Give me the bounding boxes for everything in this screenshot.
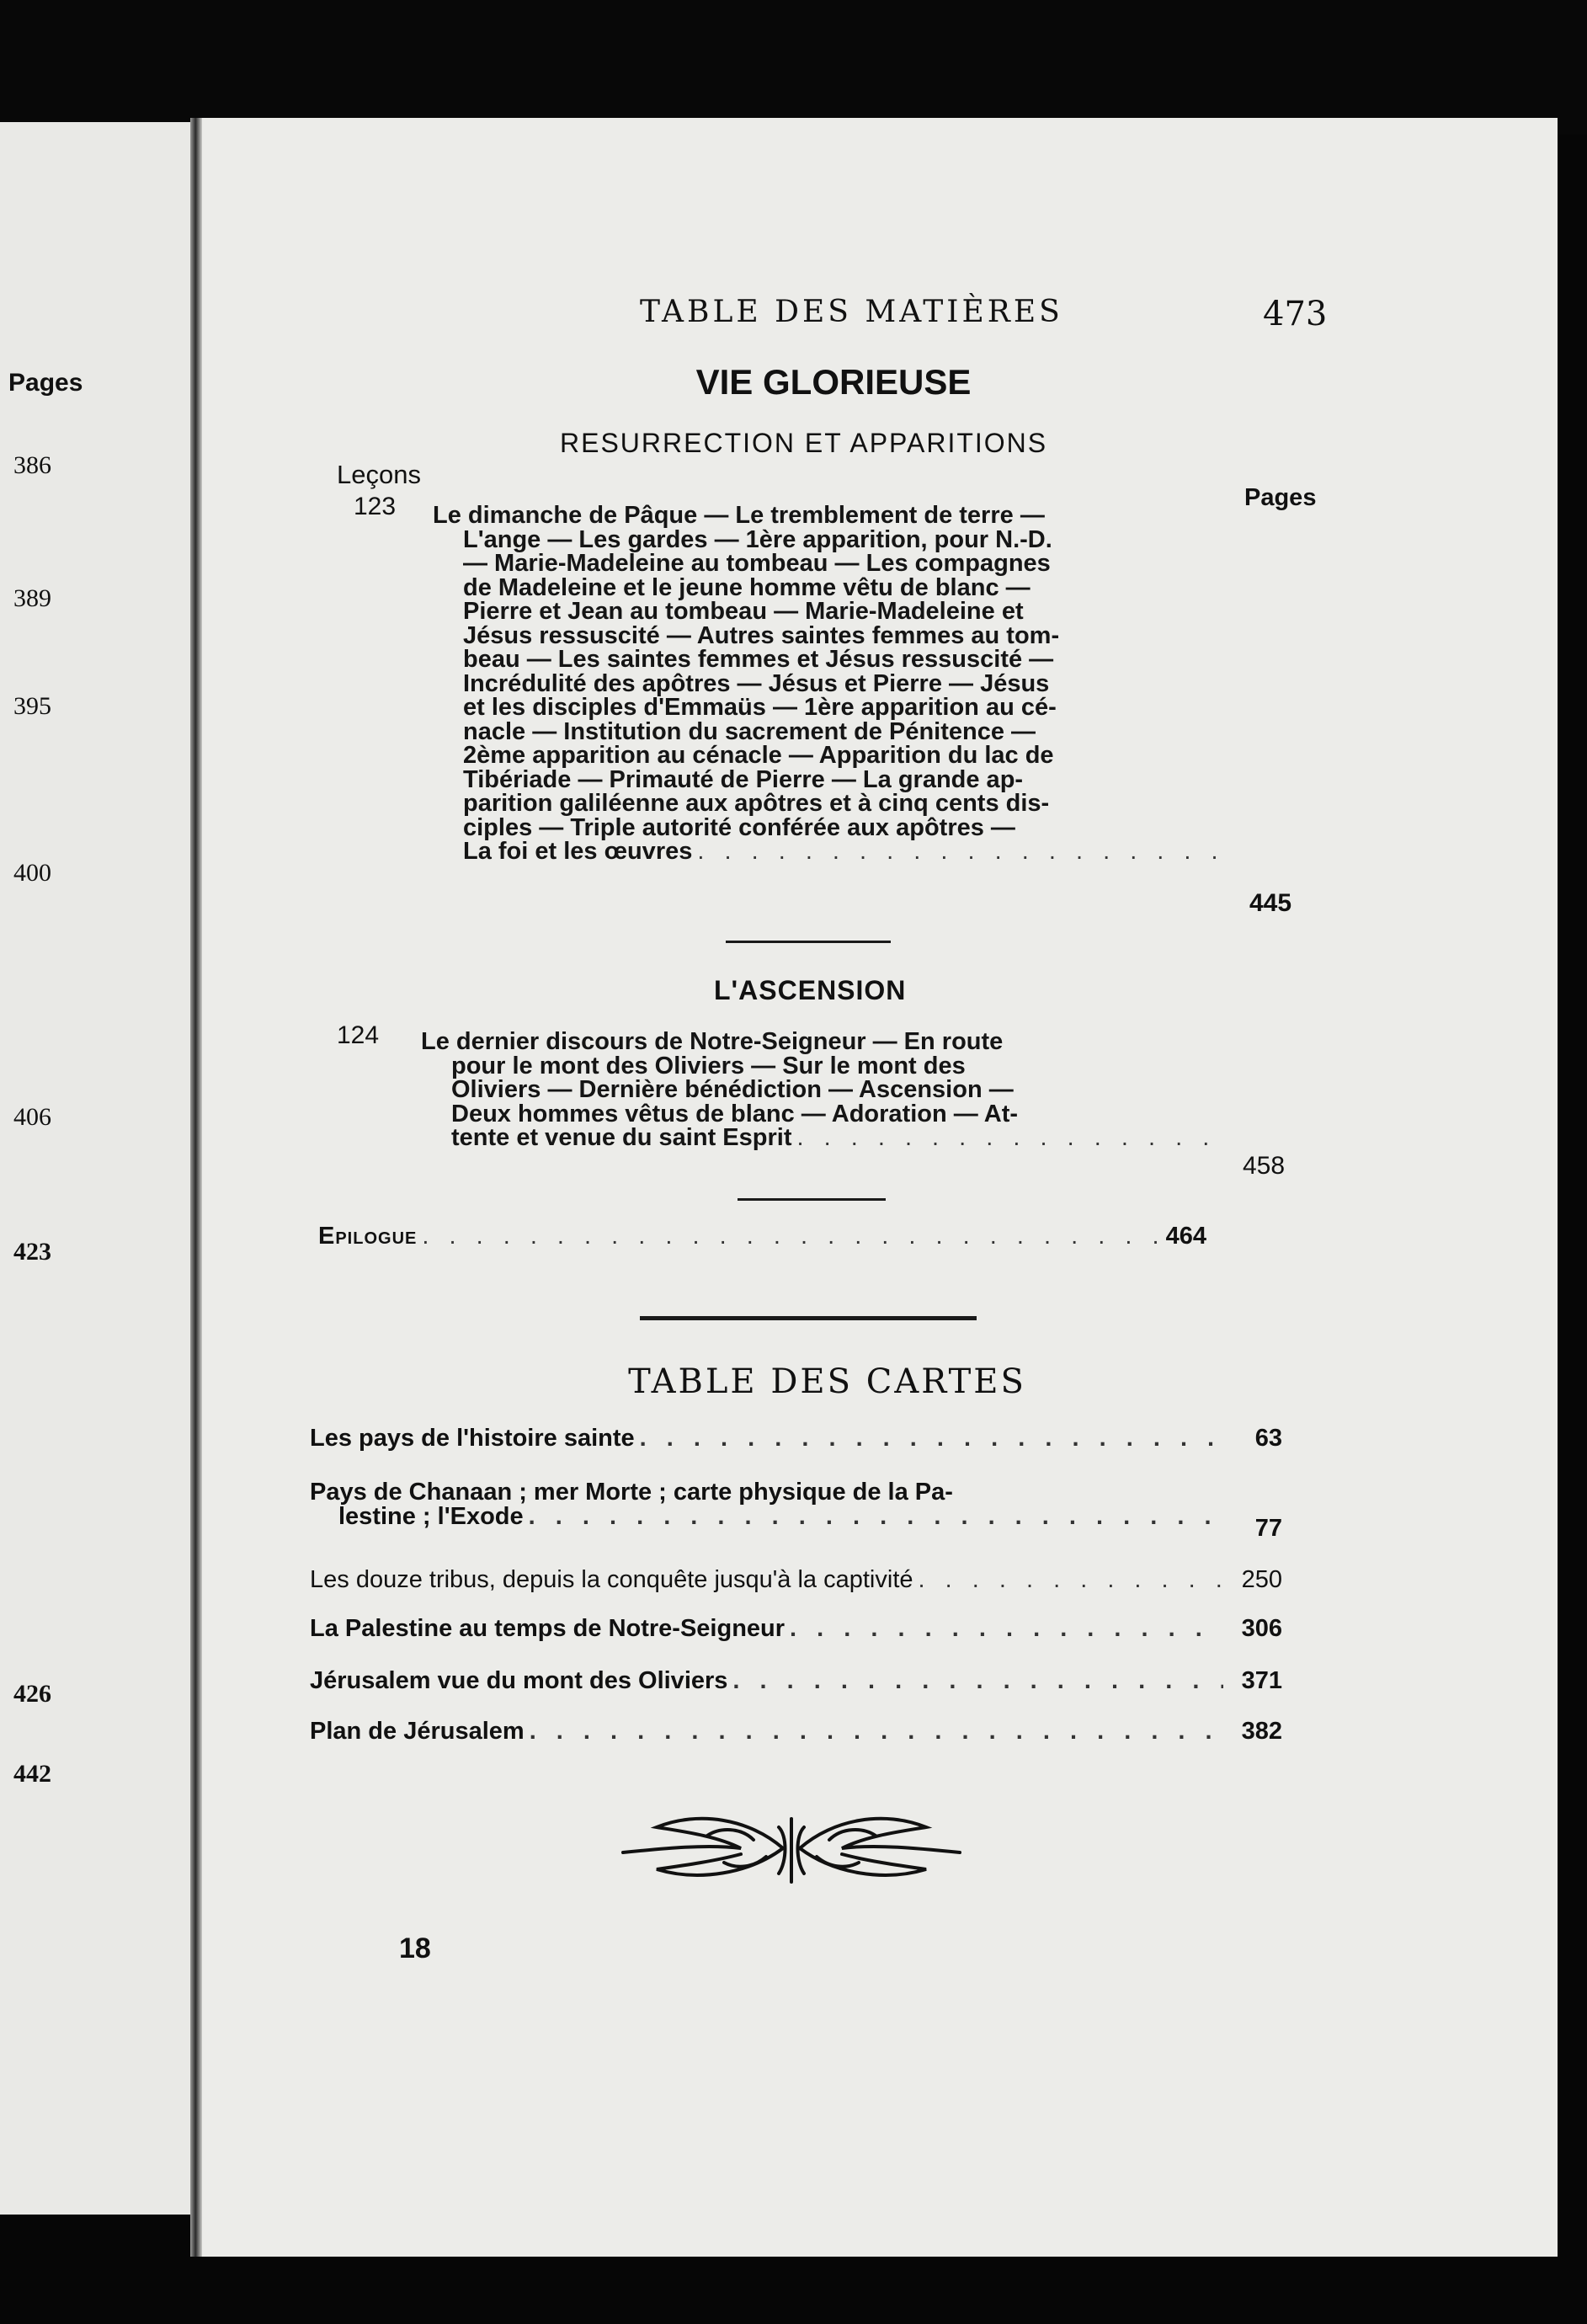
summary-line: beau — Les saintes femmes et Jésus ressuscité —	[463, 646, 1054, 673]
left-page-number: 395	[13, 692, 51, 720]
summary-line: nacle — Institution du sacrement de Pénitence —	[463, 717, 1036, 745]
summary-line-text: tente et venue du saint Esprit	[451, 1124, 792, 1151]
dot-leader	[785, 1615, 1223, 1643]
carte-page: 63	[1254, 1425, 1282, 1452]
scan-border	[0, 0, 1587, 135]
section-title: L'ASCENSION	[714, 975, 907, 1005]
running-title: TABLE DES MATIÈRES	[640, 295, 1063, 329]
summary-line: Incrédulité des apôtres — Jésus et Pierre — Jésus	[463, 669, 1050, 697]
dot-leader	[692, 840, 1221, 864]
summary-line: Le dernier discours de Notre-Seigneur — En route	[421, 1028, 1004, 1055]
left-page-number: 426	[13, 1680, 51, 1708]
carte-title-continuation-row	[310, 1503, 1282, 1542]
lecons-column-label: Leçons	[337, 460, 421, 489]
carte-entry	[310, 1718, 1282, 1746]
carte-title: Les douze tribus, depuis la conquête jusqu'à la captivité	[310, 1566, 913, 1593]
thick-divider	[640, 1316, 977, 1320]
dot-leader	[635, 1425, 1223, 1452]
lesson-page: 458	[1243, 1152, 1286, 1180]
dot-leader	[727, 1667, 1223, 1695]
carte-page: 382	[1241, 1718, 1282, 1745]
summary-line-text: La foi et les œuvres	[463, 838, 693, 865]
dot-leader	[525, 1718, 1223, 1746]
summary-line: Pierre et Jean au tombeau — Marie-Madeleine et	[463, 598, 1024, 625]
pages-column-label: Pages	[1244, 484, 1317, 511]
summary-line	[463, 840, 1221, 864]
carte-title: Les pays de l'histoire sainte	[310, 1425, 635, 1452]
part-title-text: VIE GLORIEUSE	[695, 362, 972, 402]
carte-page: 306	[1241, 1615, 1282, 1642]
summary-line: pour le mont des Oliviers — Sur le mont des	[451, 1052, 966, 1079]
left-page	[0, 122, 195, 2215]
section-subtitle: RESURRECTION ET APPARITIONS	[560, 428, 1048, 458]
summary-line: 2ème apparition au cénacle — Apparition du lac de	[463, 742, 1054, 769]
summary-line: L'ange — Les gardes — 1ère apparition, pour N.-D.	[463, 525, 1052, 553]
carte-entry	[310, 1615, 1282, 1643]
carte-entry	[310, 1667, 1282, 1695]
summary-line: et les disciples d'Emmaüs — 1ère apparition au cé-	[463, 694, 1057, 721]
left-page-number: 442	[13, 1760, 51, 1788]
carte-page: 371	[1241, 1667, 1282, 1694]
divider	[726, 941, 891, 943]
lesson-124-summary	[421, 1028, 1213, 1151]
lesson-123-summary	[433, 502, 1221, 865]
summary-line: ciples — Triple autorité conférée aux apôtres —	[463, 813, 1015, 841]
left-page-number: 423	[13, 1238, 51, 1266]
carte-page: 250	[1241, 1566, 1282, 1593]
summary-line: Oliviers — Dernière bénédiction — Ascension —	[451, 1076, 1014, 1103]
cartes-title	[0, 1362, 1587, 1401]
left-page-number: 386	[13, 451, 51, 479]
dot-leader	[791, 1126, 1213, 1150]
dot-leader	[524, 1505, 1223, 1529]
summary-line: Tibériade — Primauté de Pierre — La grande ap-	[463, 765, 1024, 793]
summary-line: de Madeleine et le jeune homme vêtu de blanc —	[463, 573, 1030, 601]
summary-line: Le dimanche de Pâque — Le tremblement de terre —	[433, 502, 1045, 529]
fleuron-ornament-icon	[606, 1802, 977, 1895]
epilogue-entry	[318, 1223, 1206, 1250]
dot-leader	[417, 1223, 1165, 1250]
summary-line: Deux hommes vêtus de blanc — Adoration — At-	[451, 1100, 1019, 1127]
carte-page: 77	[1254, 1515, 1282, 1542]
carte-title: Plan de Jérusalem	[310, 1718, 525, 1745]
carte-title-continuation: lestine ; l'Exode	[338, 1503, 524, 1530]
lesson-number: 124	[337, 1021, 380, 1049]
summary-line: — Marie-Madeleine au tombeau — Les compagnes	[463, 550, 1051, 577]
dot-leader	[913, 1566, 1223, 1594]
left-page-number: 389	[13, 584, 51, 612]
summary-line	[451, 1126, 1213, 1150]
folio: 473	[1263, 295, 1328, 333]
carte-entry	[310, 1566, 1282, 1594]
carte-entry	[310, 1479, 1282, 1542]
carte-title: La Palestine au temps de Notre-Seigneur	[310, 1615, 786, 1642]
carte-entry	[310, 1425, 1282, 1452]
carte-title: Pays de Chanaan ; mer Morte ; carte physique de la Pa-	[310, 1479, 953, 1506]
left-page-number: 400	[13, 859, 51, 887]
epilogue-page: 464	[1165, 1223, 1206, 1250]
page-gutter	[190, 118, 202, 2257]
left-pages-label: Pages	[8, 369, 83, 397]
lesson-number: 123	[354, 493, 397, 520]
left-page-number: 406	[13, 1103, 51, 1131]
cartes-title-text: TABLE DES CARTES	[628, 1362, 1026, 1401]
summary-line: Jésus ressuscité — Autres saintes femmes au tom-	[463, 621, 1060, 649]
epilogue-label: Epilogue	[318, 1223, 418, 1250]
page-number: 18	[399, 1932, 431, 1964]
divider	[738, 1198, 886, 1201]
part-title	[0, 362, 1587, 402]
lesson-page: 445	[1249, 889, 1292, 917]
summary-line: parition galiléenne aux apôtres et à cinq cents dis-	[463, 790, 1050, 817]
carte-title: Jérusalem vue du mont des Oliviers	[310, 1667, 728, 1694]
